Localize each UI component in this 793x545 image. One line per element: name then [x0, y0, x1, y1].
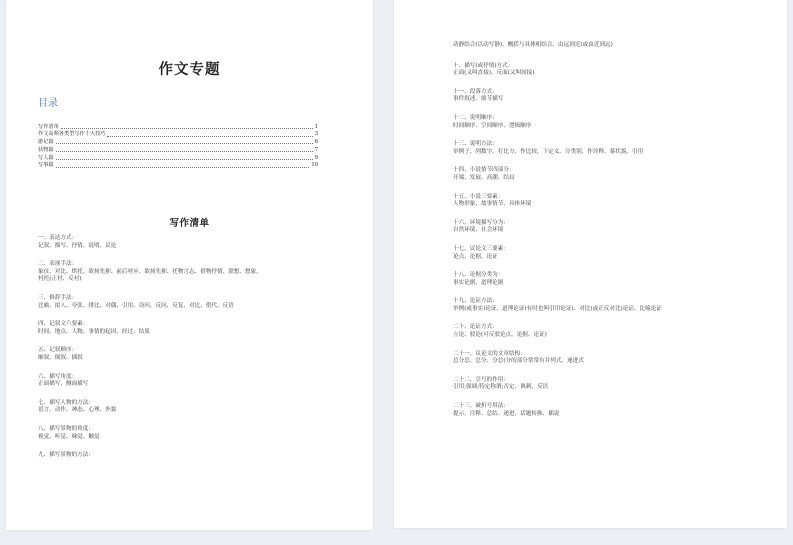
section-body-line: 自然环境、社会环境: [453, 227, 504, 234]
document-title: 作文专题: [158, 61, 221, 78]
section-heading: 一、表达方式：: [38, 235, 78, 241]
section-heading: 十二、说明顺序：: [453, 114, 498, 121]
list-section: [453, 141, 773, 156]
toc-entry[interactable]: [38, 161, 318, 169]
continued-text: 动静结合(以动写静)、概括与具体相结合、由远到近(或由近到远): [453, 42, 613, 48]
toc-entry-label: 作文高频各类型写作十大技巧: [38, 131, 106, 138]
list-section: [453, 89, 773, 104]
toc-leader-dots: [61, 127, 313, 129]
section-body-line: 正面描写、侧面描写: [38, 381, 89, 388]
section-heading: 十六、环境描写分为：: [453, 219, 509, 226]
toc-heading: 目录: [38, 98, 58, 109]
toc-entry-label: 写人篇: [38, 154, 54, 161]
section-heading: 七、描写人物的方法：: [38, 399, 94, 406]
section-body-line: 人物形象、故事情节、具体环境: [453, 201, 532, 208]
toc-leader-dots: [56, 166, 310, 168]
list-section: [453, 351, 773, 366]
toc-entry[interactable]: [38, 122, 318, 130]
toc-entry-page: 1: [314, 123, 318, 130]
section-body-line: 时间、地点、人物、事情的起因、经过、结果: [38, 328, 150, 335]
list-section: [38, 347, 358, 362]
section-body-line: 语言、动作、神态、心理、外貌: [38, 407, 117, 414]
section-heading: 十三、说明方法：: [453, 141, 498, 148]
section-body-line: 立论、驳论(可反驳论点、论据、论证): [453, 332, 547, 339]
toc-entry-label: 写事篇: [38, 162, 54, 169]
toc-leader-dots: [56, 142, 313, 144]
section-body-line: 时间顺序、空间顺序、逻辑顺序: [453, 122, 532, 129]
toc-leader-dots: [56, 150, 313, 152]
toc-entry-page: 6: [314, 139, 318, 146]
section-body-line: 举例(或事实)论证、道理论证(有时也叫引用论证)、对比(或正反对比)论证、比喻论证: [453, 305, 662, 312]
section-body-line: 开端、发展、高潮、结局: [453, 174, 515, 181]
section-body-line: 记叙、描写、抒情、说明、议论: [38, 242, 117, 249]
toc-entry[interactable]: [38, 130, 318, 138]
toc-entry-label: 游记篇: [38, 139, 54, 146]
toc-entry-page: 10: [311, 162, 318, 169]
list-section: [38, 321, 358, 336]
section-body-line: 事件叙述、细节描写: [453, 96, 504, 103]
section-body-line: 比喻、拟人、夸张、排比、对偶、引用、设问、反问、反复、对比、借代、反语: [38, 302, 234, 309]
toc-entry-page: 7: [314, 146, 318, 153]
toc-entry-page: 9: [314, 154, 318, 161]
section-heading: 六、描写角度：: [38, 373, 78, 380]
section-heading: 十四、小说情节四部分：: [453, 167, 515, 174]
toc-entry[interactable]: [38, 145, 318, 153]
toc-entry-label: 写作清单: [38, 123, 59, 130]
section-heading: 四、记叙文六要素：: [38, 321, 89, 328]
toc-entry[interactable]: [38, 153, 318, 161]
list-section: [38, 374, 358, 389]
list-section: [453, 272, 773, 287]
section-heading: 二十二、引号的作用：: [453, 376, 509, 383]
section-heading: 二十、论证方式：: [453, 324, 498, 331]
section-heading: 十、描写(或抒情)方式：: [453, 62, 514, 69]
section-body-line: 衬托(正衬、反衬): [38, 276, 82, 283]
section-body-line: 事实论据、道理论据: [453, 279, 504, 286]
toc-leader-dots: [56, 158, 313, 160]
section-body-line: 引用;强调;特定称谓;否定、讽刺、反语: [453, 384, 549, 391]
section-heading: 八、描写景物的角度：: [38, 425, 94, 432]
document-page-left: [6, 0, 373, 530]
toc-entry-page: 3: [314, 131, 318, 138]
list-section: [453, 377, 773, 392]
section-heading: 九、描写景物的方法：: [38, 452, 94, 459]
list-section: [453, 194, 773, 209]
section-heading: 二十三、破折号用法：: [453, 403, 509, 410]
list-section: [453, 246, 773, 261]
list-section: [453, 167, 773, 182]
table-of-contents: [38, 122, 318, 169]
section-heading: 十七、议论文三要素：: [453, 245, 509, 252]
list-section: [38, 400, 358, 415]
section-body-line: 总分总、总分、分总(分的部分常常有并列式、递进式: [453, 358, 584, 365]
section-body-line: 顺叙、倒叙、插叙: [38, 354, 83, 361]
section-body-line: 视觉、听觉、味觉、触觉: [38, 433, 100, 440]
list-section: [453, 298, 773, 313]
section-heading: 十八、论据分类为：: [453, 272, 504, 279]
section-body-line: 提示、注释、总结、递进、话题转换、插说: [453, 410, 560, 417]
section-heading: 十五、小说三要素：: [453, 193, 504, 200]
toc-entry[interactable]: [38, 138, 318, 146]
section-heading: 五、记叙顺序：: [38, 347, 78, 354]
list-section: [38, 235, 358, 250]
section-heading: 三、修辞手法：: [38, 294, 78, 301]
section-body-line: 象征、对比、烘托、欲扬先抑、前后呼应、欲扬先抑、托物言志、借物抒情、联想、想象、: [38, 268, 262, 275]
section-heading: 二十一、议论文的文章结构：: [453, 350, 526, 357]
section-heading: 二、表现手法：: [38, 261, 78, 268]
section-heading: 十九、论证方法：: [453, 298, 498, 305]
list-section: [38, 261, 358, 284]
toc-leader-dots: [107, 135, 312, 137]
section-heading: 十一、段落方式：: [453, 88, 498, 95]
section-body-line: 论点、论据、论证: [453, 253, 498, 260]
list-section: [453, 220, 773, 235]
document-page-right: [394, 0, 787, 528]
list-section: [38, 295, 358, 310]
list-section: [453, 115, 773, 130]
list-section: [38, 426, 358, 441]
writing-list-left: [38, 235, 358, 471]
list-section: [453, 324, 773, 339]
section-title: 写作清单: [169, 218, 210, 229]
list-section: [453, 63, 773, 78]
section-body-line: 举例子、列数字、打比方、作比较、下定义、分类别、作诠释、摹状貌、引用: [453, 148, 644, 155]
toc-entry-label: 状物篇: [38, 146, 54, 153]
writing-list-right: [453, 42, 773, 429]
list-section: [38, 452, 358, 460]
section-body-line: 正面(又叫直接)、反面(又叫间接): [453, 70, 535, 77]
list-section: [453, 403, 773, 418]
